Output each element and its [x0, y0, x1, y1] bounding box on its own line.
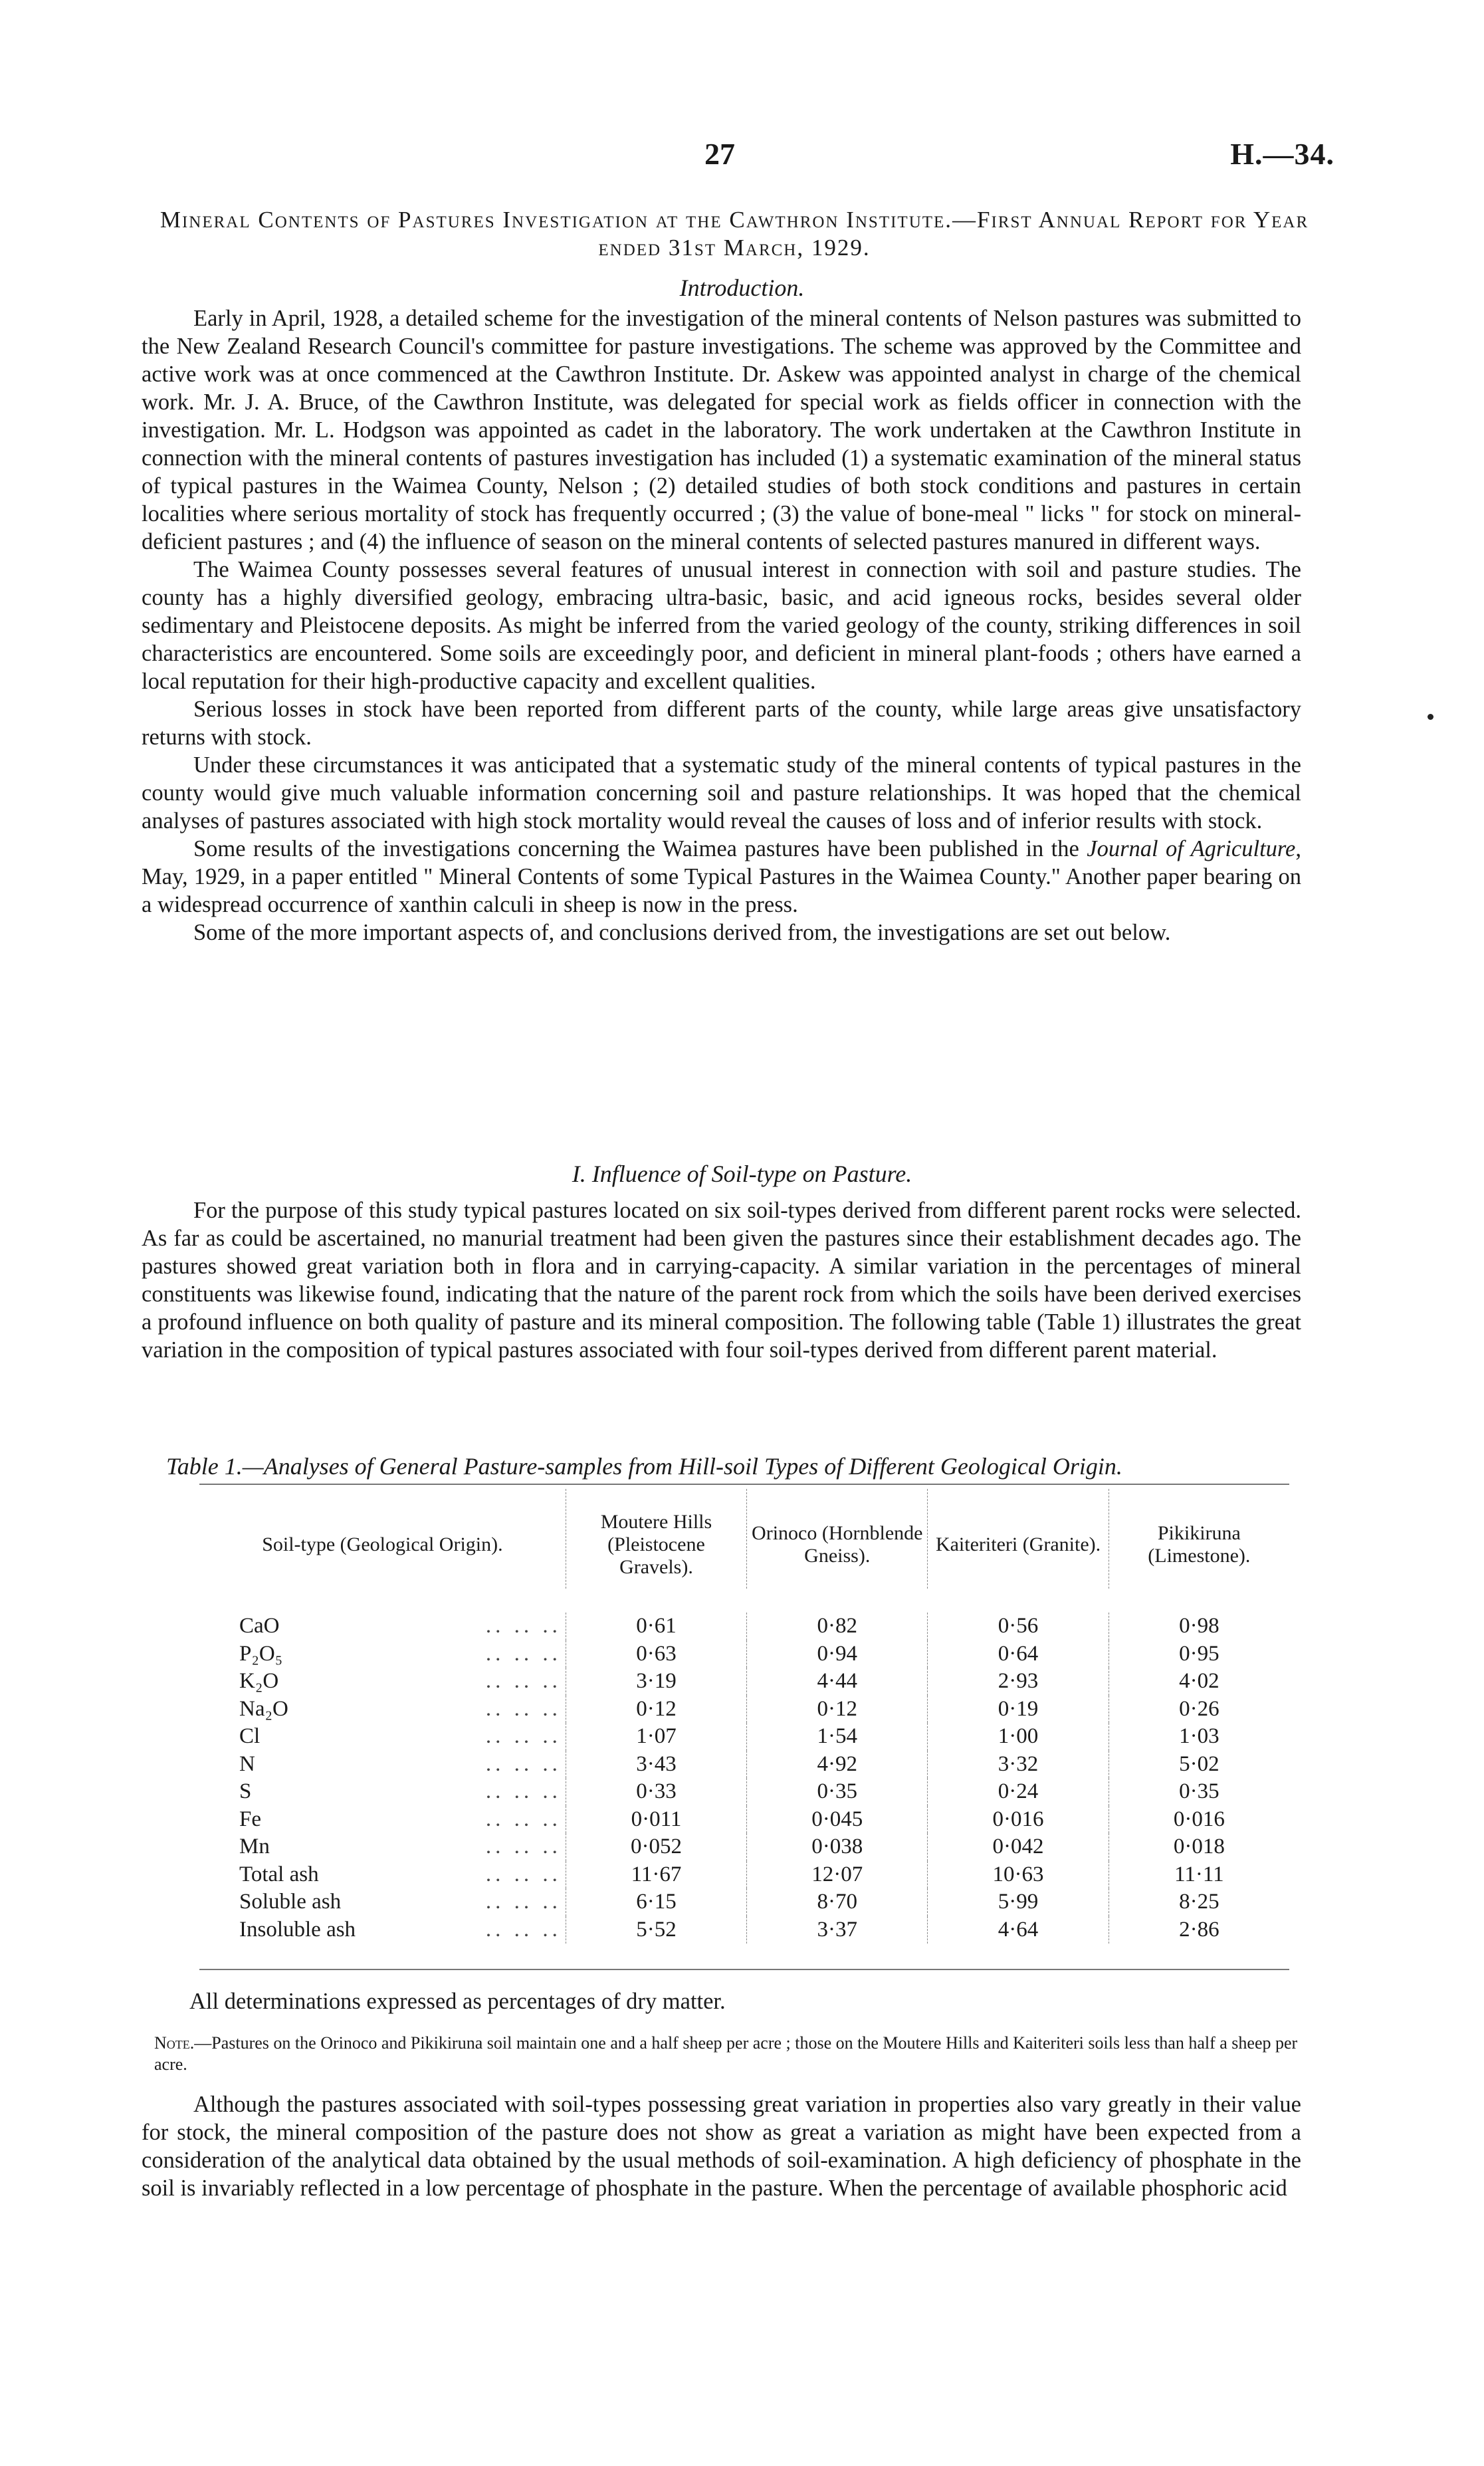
intro-paragraph-2: The Waimea County possesses several features of unusual interest in connection with soil and pasture studies. The county has a highly diversified geology, embracing ultra-basic, basic, and acid igneous rocks, besides several older sedimentary and Pleistocene deposits. As might be inferred from the varied geology of the county, striking differences in soil characteristics are encountered. Some soils are exceedingly poor, and deficient in mineral plant-foods ; others have earned a local reputation for their high-productive capacity and excellent qualities.: [142, 557, 1301, 694]
table-cell: 0·19: [928, 1696, 1109, 1724]
table-cell: 11·67: [566, 1861, 746, 1889]
closing-body: [142, 2090, 1301, 2202]
table-cell: 11·11: [1109, 1861, 1289, 1889]
table-cell: 0·26: [1109, 1696, 1289, 1724]
closing-paragraph: Although the pastures associated with soil-types possessing great variation in properties also vary greatly in their value for stock, the mineral composition of the pasture does not show as great a variation as might have been expected from a consideration of the analytical data obtained by the usual methods of soil-examination. A high deficiency of phosphate in the soil is invariably reflected in a low percentage of phosphate in the pasture. When the percentage of available phosphoric acid: [142, 2092, 1301, 2201]
section-heading: I. Influence of Soil-type on Pasture.: [572, 1161, 912, 1187]
analysis-table: [199, 1489, 1289, 1944]
table-bottom-rule: [199, 1969, 1289, 1970]
table-cell: 0·35: [747, 1778, 928, 1806]
intro-paragraph-1: Early in April, 1928, a detailed scheme for the investigation of the mineral contents of Nelson pastures was submitted to the New Zealand Research Council's committee for pasture investigations. The scheme was approved by the Committee and active work was at once commenced at the Cawthron Institute. Dr. Askew was appointed analyst in charge of the chemical work. Mr. J. A. Bruce, of the Cawthron Institute, was delegated for special work as fields officer in connection with the investigation. Mr. L. Hodgson was appointed as cadet in the laboratory. The work undertaken at the Cawthron Institute in connection with the mineral contents of pastures investigation has included (1) a systematic examination of the mineral status of typical pastures in the Waimea County, Nelson ; (2) detailed studies of both stock conditions and pastures in certain localities where serious mortality of stock has frequently occurred ; (3) the value of bone-meal " licks " for stock on mineral-deficient pastures ; and (4) the influence of season on the mineral contents of selected pastures manured in different ways.: [142, 306, 1301, 554]
table-cell: 0·94: [747, 1640, 928, 1668]
header-soil-type: Soil-type (Geological Origin).: [262, 1533, 503, 1555]
row-label-text: Total ash: [239, 1862, 319, 1886]
table-cell: 5·02: [1109, 1751, 1289, 1779]
leader-dots: .. .. ..: [485, 1917, 562, 1942]
table-cell: 4·44: [747, 1668, 928, 1696]
table-cell: 0·042: [928, 1833, 1109, 1861]
table-cell: 3·43: [566, 1751, 746, 1779]
leader-dots: .. .. ..: [485, 1835, 562, 1858]
table-cell: 0·038: [747, 1833, 928, 1861]
table-row: [199, 1916, 1289, 1944]
table-cell: 0·63: [566, 1640, 746, 1668]
journal-paragraph: [142, 835, 1301, 919]
leader-dots: .. .. ..: [485, 1669, 562, 1693]
row-label-text: Cl: [239, 1724, 261, 1748]
row-label: [199, 1861, 566, 1889]
row-label: [199, 1833, 566, 1861]
report-title: Mineral Contents of Pastures Investigation at the Cawthron Institute.—First Annual Report for Year ended 31st March, 1929.: [159, 207, 1309, 261]
table-cell: 8·25: [1109, 1888, 1289, 1916]
table-row: [199, 1668, 1289, 1696]
leader-dots: .. .. ..: [485, 1614, 562, 1638]
table-cell: 0·24: [928, 1778, 1109, 1806]
table-row: [199, 1751, 1289, 1779]
table-cell: 4·02: [1109, 1668, 1289, 1696]
header-pikikiruna: Pikikiruna (Limestone).: [1109, 1489, 1289, 1589]
table-cell: 0·64: [928, 1640, 1109, 1668]
table-cell: 0·12: [566, 1696, 746, 1724]
row-label: [199, 1613, 566, 1640]
leader-dots: .. .. ..: [485, 1779, 562, 1803]
row-label-text: S: [239, 1779, 252, 1803]
note-label: Note.: [154, 2033, 195, 2053]
table-cell: 0·12: [747, 1696, 928, 1724]
table-cell: 0·052: [566, 1833, 746, 1861]
row-label-text: Fe: [239, 1807, 261, 1831]
margin-mark: [1428, 714, 1433, 720]
table-row: [199, 1613, 1289, 1640]
header-orinoco: Orinoco (Hornblende Gneiss).: [747, 1489, 928, 1589]
row-label: [199, 1778, 566, 1806]
table-row: [199, 1861, 1289, 1889]
table-cell: 6·15: [566, 1888, 746, 1916]
row-label-text: Soluble ash: [239, 1890, 342, 1914]
table-row: [199, 1888, 1289, 1916]
table-header-row: [199, 1489, 1289, 1589]
row-label: [199, 1723, 566, 1751]
header-kaiteriteri: Kaiteriteri (Granite).: [928, 1489, 1109, 1589]
leader-dots: .. .. ..: [485, 1862, 562, 1886]
table-row: [199, 1696, 1289, 1724]
header-moutere-hills: Moutere Hills (Pleistocene Gravels).: [566, 1489, 746, 1589]
table-cell: 0·018: [1109, 1833, 1289, 1861]
row-label-text: N: [239, 1751, 255, 1776]
row-label: [199, 1751, 566, 1779]
table-cell: 4·92: [747, 1751, 928, 1779]
table-cell: 1·00: [928, 1723, 1109, 1751]
intro-paragraph-3: Serious losses in stock have been reported from different parts of the county, while large areas give unsatisfactory returns with stock.: [142, 697, 1301, 750]
row-label: [199, 1640, 566, 1668]
table-cell: 0·016: [1109, 1806, 1289, 1834]
table-cell: 3·19: [566, 1668, 746, 1696]
conclusion-paragraph: Some of the more important aspects of, and conclusions derived from, the investigations are set out below.: [193, 920, 1171, 945]
journal-text-before: Some results of the investigations concerning the Waimea pastures have been published in the: [193, 836, 1087, 861]
table-cell: 10·63: [928, 1861, 1109, 1889]
table-row: [199, 1640, 1289, 1668]
table-cell: 1·03: [1109, 1723, 1289, 1751]
introduction-heading: Introduction.: [679, 275, 805, 301]
leader-dots: .. .. ..: [485, 1807, 562, 1831]
table-top-rule: [199, 1484, 1289, 1485]
page-number: 27: [704, 137, 735, 171]
table-cell: 0·56: [928, 1613, 1109, 1640]
table-cell: 4·64: [928, 1916, 1109, 1944]
table-cell: 3·32: [928, 1751, 1109, 1779]
row-label: [199, 1806, 566, 1834]
table-cell: 2·86: [1109, 1916, 1289, 1944]
table-cell: 0·35: [1109, 1778, 1289, 1806]
table-note: [154, 2033, 1314, 2075]
table-cell: 8·70: [747, 1888, 928, 1916]
table-row: [199, 1833, 1289, 1861]
table-cell: 0·011: [566, 1806, 746, 1834]
leader-dots: .. .. ..: [485, 1890, 562, 1914]
table-body: [199, 1613, 1289, 1944]
leader-dots: .. .. ..: [485, 1641, 562, 1666]
table-cell: 0·61: [566, 1613, 746, 1640]
row-label-text: P₂O₅: [239, 1641, 283, 1666]
table-cell: 0·33: [566, 1778, 746, 1806]
table-row: [199, 1806, 1289, 1834]
journal-name: Journal of Agriculture: [1087, 836, 1296, 861]
leader-dots: .. .. ..: [485, 1696, 562, 1721]
row-label-text: Insoluble ash: [239, 1917, 356, 1942]
row-label: [199, 1888, 566, 1916]
table-cell: 3·37: [747, 1916, 928, 1944]
table-cell: 0·95: [1109, 1640, 1289, 1668]
table-cell: 1·07: [566, 1723, 746, 1751]
section-body: [142, 1196, 1301, 1364]
table-row: [199, 1778, 1289, 1806]
row-label-text: CaO: [239, 1614, 280, 1638]
row-label: [199, 1696, 566, 1724]
table-cell: 2·93: [928, 1668, 1109, 1696]
table-row: [199, 1723, 1289, 1751]
row-label-text: Mn: [239, 1835, 270, 1858]
table-cell: 0·82: [747, 1613, 928, 1640]
row-label: [199, 1668, 566, 1696]
intro-paragraph-4: Under these circumstances it was anticipated that a systematic study of the mineral contents of typical pastures in the county would give much valuable information concerning soil and pasture relationships. It was hoped that the chemical analyses of pastures associated with high stock mortality would reveal the causes of loss and of inferior results with stock.: [142, 752, 1301, 834]
table-cell: 0·045: [747, 1806, 928, 1834]
table-caption: Table 1.—Analyses of General Pasture-samples from Hill-soil Types of Different Geological Origin.: [166, 1453, 1122, 1480]
row-label: [199, 1916, 566, 1944]
leader-dots: .. .. ..: [485, 1751, 562, 1776]
row-label-text: K₂O: [239, 1669, 279, 1693]
journal-text-after: , May, 1929, in a paper entitled " Mineral Contents of some Typical Pastures in the Waimea County." Another paper bearing on a widespread occurrence of xanthin calculi in sheep is now in the press.: [142, 836, 1301, 917]
table-cell: 5·52: [566, 1916, 746, 1944]
note-text: —Pastures on the Orinoco and Pikikiruna soil maintain one and a half sheep per acre ; those on the Moutere Hills and Kaiteriteri soils less than half a sheep per acre.: [154, 2033, 1298, 2074]
introduction-body: [142, 304, 1301, 947]
table-footnote: All determinations expressed as percentages of dry matter.: [189, 1989, 726, 2014]
table-cell: 0·016: [928, 1806, 1109, 1834]
table-cell: 1·54: [747, 1723, 928, 1751]
table-cell: 5·99: [928, 1888, 1109, 1916]
leader-dots: .. .. ..: [485, 1724, 562, 1748]
table-cell: 12·07: [747, 1861, 928, 1889]
section-paragraph: For the purpose of this study typical pastures located on six soil-types derived from different parent rocks were selected. As far as could be ascertained, no manurial treatment had been given the pastures since their establishment decades ago. The pastures showed great variation both in flora and in carrying-capacity. A similar variation in the percentages of mineral constituents was likewise found, indicating that the nature of the parent rock from which the soils have been derived exercises a profound influence on both quality of pasture and its mineral composition. The following table (Table 1) illustrates the great variation in the composition of typical pastures associated with four soil-types derived from different parent material.: [142, 1198, 1301, 1363]
document-code: H.—34.: [1230, 137, 1334, 171]
table-cell: 0·98: [1109, 1613, 1289, 1640]
row-label-text: Na₂O: [239, 1696, 288, 1721]
